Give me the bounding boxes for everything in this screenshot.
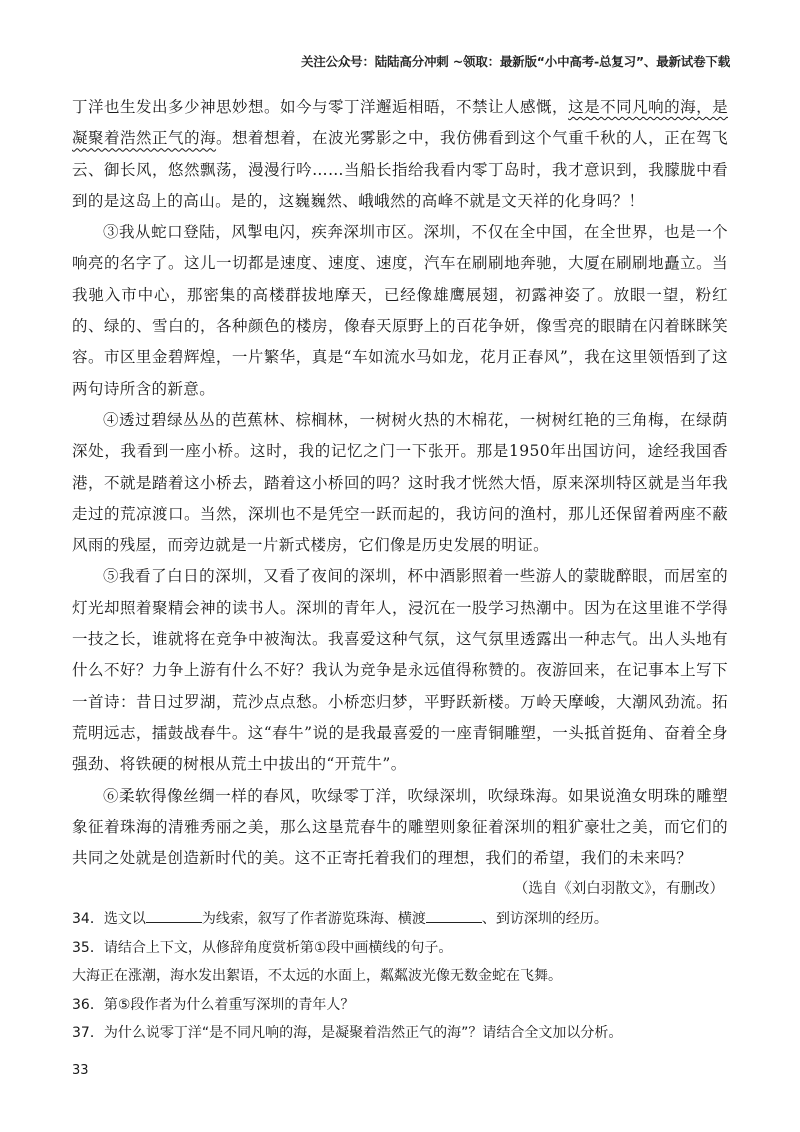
wavy-underlined-sentence: 这是不同凡响的海，是凝聚着浩然正气的海 <box>72 98 728 148</box>
question-text: 为线索，叙写了作者游览珠海、横渡 <box>201 911 426 928</box>
question-text: 34．选文以 <box>72 911 146 928</box>
page-header: 关注公众号：陆陆高分冲刺 ~领取：最新版“小中高考-总复习”、最新试卷下载 <box>300 54 730 69</box>
answer-blank[interactable] <box>146 908 202 923</box>
paragraph-3: ③我从蛇口登陆，风掣电闪，疾奔深圳市区。深圳，不仅在全中国，在全世界，也是一个响亮的名字了。这儿一切都是速度、速度、速度，汽车在刷刷地奔驰，大厦在刷刷地矗立。当我驰入市中心，那密集的高楼群拔地摩天，已经像雄鹰展翅，初露神姿了。放眼一望，粉红的、绿的、雪白的，各种颜色的楼房，像春天原野上的百花争妍，像雪亮的眼睛在闪着眯眯笑容。市区里金碧辉煌，一片繁华，真是“车如流水马如龙，花月正春风”，我在这里领悟到了这两句诗所含的新意。 <box>72 223 728 398</box>
question-34 <box>72 905 728 934</box>
paragraph-6: ⑥柔软得像丝绸一样的春风，吹绿零丁洋，吹绿深圳，吹绿珠海。如果说渔女明珠的雕塑象征着珠海的清雅秀丽之美，那么这垦荒春牛的雕塑则象征着深圳的粗犷豪壮之美，而它们的共同之处就是创造新时代的美。这不正寄托着我们的理想，我们的希望，我们的未来吗？ <box>72 786 728 868</box>
paragraph-text: 。想着想着，在波光雾影之中，我仿佛看到这个气重千秋的人，正在驾飞云、御长风，悠然飘荡，漫漫行吟……当船长指给我看内零丁岛时，我才意识到，我朦胧中看到的是这岛上的高山。是的，这巍巍然、峨峨然的高峰不就是文天祥的化身吗？！ <box>72 129 728 210</box>
source-citation: （选自《刘白羽散文》，有删改） <box>513 881 724 898</box>
question-36: 36．第⑤段作者为什么着重写深圳的青年人？ <box>72 996 355 1013</box>
paragraph-4: ④透过碧绿丛丛的芭蕉林、棕榈林，一树树火热的木棉花，一树树红艳的三角梅，在绿荫深处，我看到一座小桥。这时，我的记忆之门一下张开。那是1950年出国访问，途经我国香港，不就是踏着这小桥去，踏着这小桥回的吗？这时我才恍然大悟，原来深圳特区就是当年我走过的荒凉渡口。当然，深圳也不是凭空一跃而起的，我访问的渔村，那儿还保留着两座不蔽风雨的残屋，而旁边就是一片新式楼房，它们像是历史发展的明证。 <box>72 410 728 555</box>
paragraph-text: 丁洋也生发出多少神思妙想。如今与零丁洋邂逅相晤，不禁让人感慨， <box>72 98 569 116</box>
question-text: 、到访深圳的经历。 <box>481 911 608 928</box>
document-body <box>72 92 728 1048</box>
question-37: 37．为什么说零丁洋“是不同凡响的海，是凝聚着浩然正气的海”？请结合全文加以分析。 <box>72 1025 623 1042</box>
question-35-sentence: 大海正在涨潮，海水发出絮语，不太远的水面上，粼粼波光像无数金蛇在飞舞。 <box>72 968 562 985</box>
page-number: 33 <box>72 1063 89 1078</box>
paragraph-2-continuation <box>72 92 728 217</box>
question-35: 35．请结合上下文，从修辞角度赏析第①段中画横线的句子。 <box>72 939 453 956</box>
paragraph-5: ⑤我看了白日的深圳，又看了夜间的深圳，杯中酒影照着一些游人的蒙眬醉眼，而居室的灯光却照着聚精会神的读书人。深圳的青年人，浸沉在一股学习热潮中。因为在这里谁不学得一技之长，谁就将在竞争中被淘汰。我喜爱这种气氛，这气氛里透露出一种志气。出人头地有什么不好？力争上游有什么不好？我认为竞争是永远值得称赞的。夜游回来，在记事本上写下一首诗：昔日过罗湖，荒沙点点愁。小桥恋归梦，平野跃新楼。万岭天摩峻，大潮风劲流。拓荒明远志，擂鼓战春牛。这“春牛”说的是我最喜爱的一座青铜雕塑，一头抵首挺角、奋着全身强劲、将铁硬的树根从荒土中拔出的“开荒牛”。 <box>72 567 728 774</box>
answer-blank[interactable] <box>426 908 482 923</box>
